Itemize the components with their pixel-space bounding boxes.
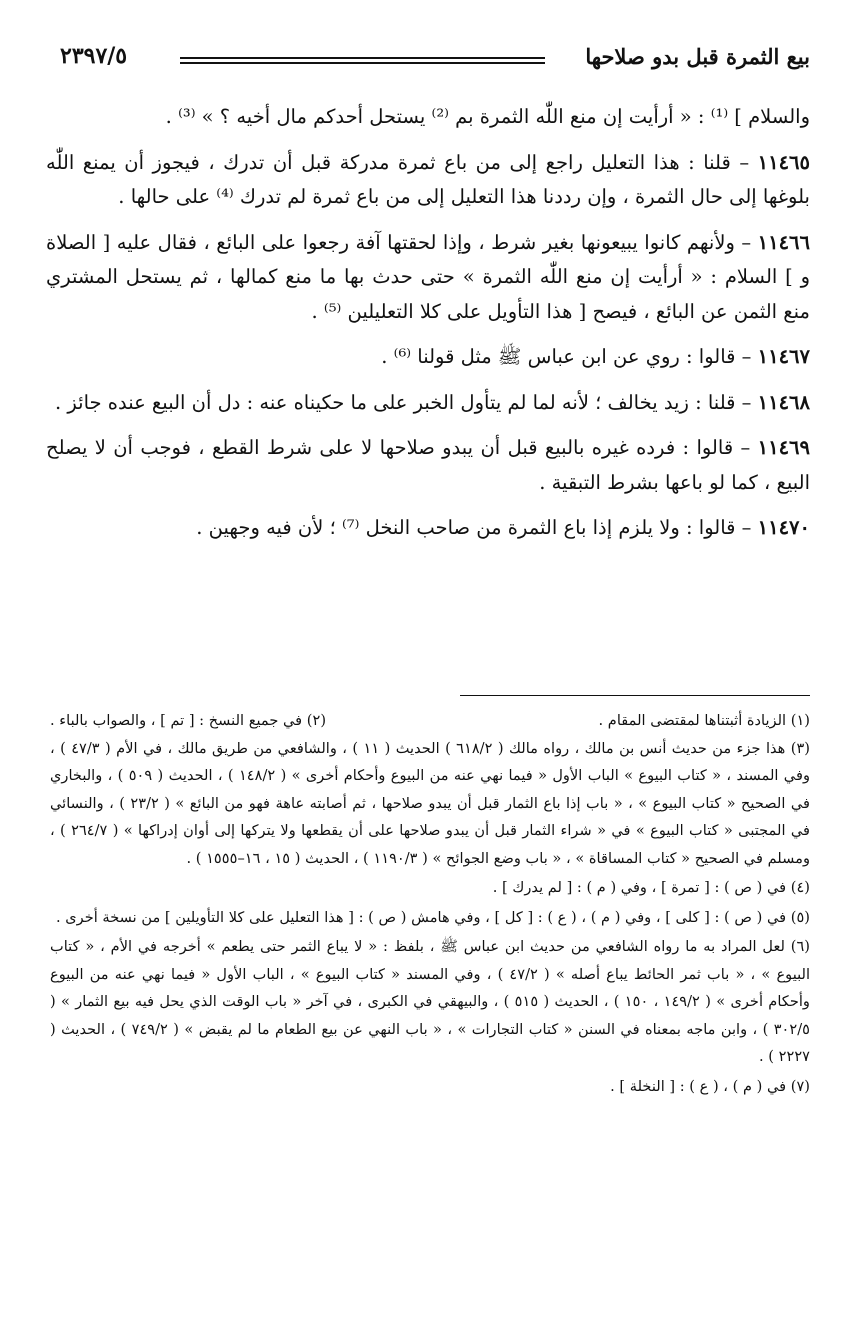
footnote-4: (٤) في ( ص ) : [ تمرة ] ، وفي ( م ) : [ لم يدرك ] .	[492, 879, 810, 896]
paragraph-number: ١١٤٧٠	[757, 516, 810, 539]
paragraph-number: ١١٤٦٦	[757, 230, 810, 254]
footnote-3: (٣) هذا جزء من حديث أنس بن مالك ، رواه مالك ( ٦١٨/٢ ) الحديث ( ١١ ) ، والشافعي من طريق مالك ، في الأم ( ٤٧/٣ ) ، وفي المسند ، « كتاب البيوع » الباب الأول « فيما نهي عنه من البيوع وأحكام أخرى » ( ١٤٨/٢ ) ، الحديث ( ٥٠٩ ) ، والبخاري في الصحيح « كتاب البيوع » ، « باب إذا باع الثمار قبل أن يبدو صلاحها ، ثم أصابته عاهة فهو من البائع » ( ٢٣/٢ ) ، والنسائي في المجتبى « كتاب البيوع » في « شراء الثمار قبل أن يبدو صلاحها على أن يقطعها ولا يتركها إلى أوان إدراكها » ( ٢٦٤/٧ ) ، ومسلم في الصحيح « كتاب المساقاة » ، « باب وضع الجوائح » ( ١١٩٠/٣ ) ، الحديث ( ١٥ ، ١٦–١٥٥٥ ) .	[50, 739, 810, 867]
paragraph-text: – قلنا : هذا التعليل راجع إلى من باع ثمرة مدركة قبل أن تدرك ، فيجوز أن يمنع اللّٰه بلوغها إلى حال الثمرة ، وإن رددنا هذا التعليل إلى من باع ثمرة لم تدرك ⁽⁴⁾ على حالها .	[46, 150, 810, 208]
header-double-rule	[180, 57, 545, 64]
footnote-separator	[460, 695, 810, 696]
paragraph-text: – قلنا : زيد يخالف ؛ لأنه لما لم يتأول الخبر على ما حكيناه عنه : دل أن البيع عنده جائز .	[54, 390, 758, 414]
paragraph-continuation	[46, 100, 810, 135]
footnote-6: (٦) لعل المراد به ما رواه الشافعي من حديث ابن عباس ﷺ ، بلفظ : « لا يباع الثمر حتى يطعم » أخرجه في الأم ، « كتاب البيوع » ، « باب ثمر الحائط يباع أصله » ( ٤٧/٢ ) ، وفي المسند « كتاب البيوع » ، الباب الأول « فيما نهي عنه من البيوع وأحكام أخرى » ( ١٤٩/٢ ، ١٥٠ ) ، الحديث ( ٥١٥ ) ، والبيهقي في الكبرى ، في آخر « باب الوقت الذي يحل فيه بيع الثمار » ( ٣٠٢/٥ ) ، وابن ماجه بمعناه في السنن « كتاب التجارات » ، « باب النهي عن بيع الطعام ما لم يقبض » ( ٧٤٩/٢ ) ، الحديث ( ٢٢٢٧ ) .	[50, 938, 810, 1065]
paragraph-11470	[46, 511, 810, 546]
paragraph-number: ١١٤٦٥	[757, 150, 810, 174]
paragraph-11466	[46, 226, 810, 330]
running-title: بيع الثمرة قبل بدو صلاحها	[585, 44, 810, 69]
paragraph-text: – قالوا : فرده غيره بالبيع قبل أن يبدو صلاحها لا على شرط القطع ، فوجب أن لا يصلح البيع ، كما لو باعها بشرط التبقية .	[46, 436, 810, 494]
footnotes	[50, 707, 810, 1102]
footnote-1: (١) الزيادة أثبتناها لمقتضى المقام .	[598, 712, 810, 729]
footnote-7: (٧) في ( م ) ، ( ع ) : [ النخلة ] .	[610, 1077, 810, 1095]
footnote-5: (٥) في ( ص ) : [ كلى ] ، وفي ( م ) ، ( ع ) : [ كل ] ، وفي هامش ( ص ) : [ هذا التعليل على كلا التأويلين ] من نسخة أخرى .	[55, 908, 810, 926]
main-text	[46, 100, 810, 557]
paragraph-text: – قالوا : روي عن ابن عباس ﷺ مثل قولنا ⁽⁶⁾ .	[381, 345, 758, 368]
paragraph-text: – ولأنهم كانوا يبيعونها بغير شرط ، وإذا لحقتها آفة رجعوا على البائع ، فقال عليه [ الصلاة و ] السلام : « أرأيت إن منع اللّٰه الثمرة » حتى حدث بها ما منع كمالها ، ثم يستحل المشتري منع الثمن عن البائع ، فيصح [ هذا التأويل على كلا التعليلين ⁽⁵⁾ .	[46, 230, 810, 323]
page-number: ٢٣٩٧/٥	[60, 43, 128, 69]
paragraph-text: – قالوا : ولا يلزم إذا باع الثمرة من صاحب النخل ⁽⁷⁾ ؛ لأن فيه وجهين .	[196, 516, 758, 539]
paragraph-11465	[46, 146, 810, 215]
running-header	[60, 38, 810, 78]
paragraph-11468	[46, 386, 810, 421]
paragraph-11469	[46, 431, 810, 500]
paragraph-number: ١١٤٦٧	[757, 345, 810, 368]
paragraph-11467	[46, 340, 810, 375]
footnote-row-1-2	[50, 707, 810, 735]
paragraph-number: ١١٤٦٨	[757, 390, 810, 414]
paragraph-number: ١١٤٦٩	[757, 436, 810, 459]
paragraph-text: والسلام ] ⁽¹⁾ : « أرأيت إن منع اللّٰه الثمرة بم ⁽²⁾ يستحل أحدكم مال أخيه ؟ » ⁽³⁾ .	[165, 105, 810, 128]
footnote-2: (٢) في جميع النسخ : [ تم ] ، والصواب بالباء .	[50, 712, 327, 729]
